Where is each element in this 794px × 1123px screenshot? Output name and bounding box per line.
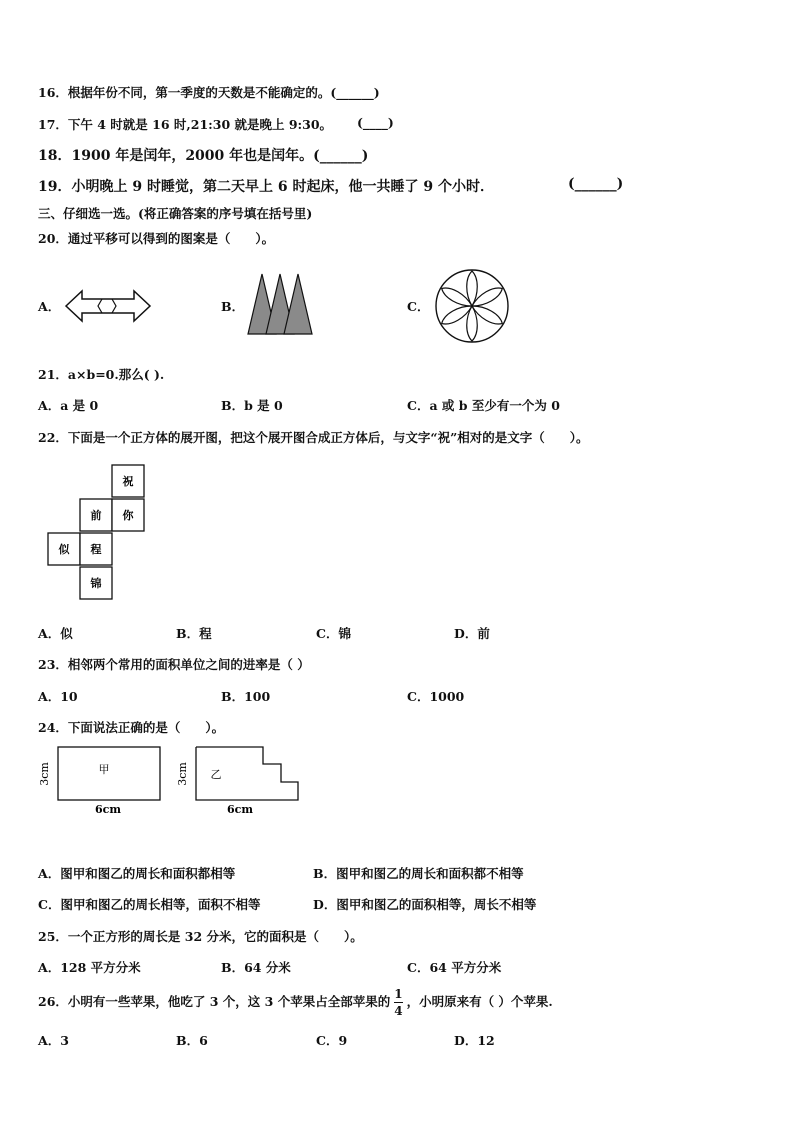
- height-label: 3cm: [38, 762, 51, 786]
- option-b: B．b 是 0: [221, 398, 283, 413]
- option-c: C．a 或 b 至少有一个为 0: [407, 398, 560, 413]
- option-d: D．12: [454, 1033, 495, 1048]
- option-a: A．10: [38, 689, 78, 704]
- question-22: 22．下面是一个正方体的展开图，把这个展开图合成正方体后，与文字“祝”相对的是文字（ ）。: [38, 430, 589, 445]
- option-a: A．似: [38, 626, 73, 641]
- cube-face-label: 似: [58, 543, 70, 556]
- option-a: A．3: [38, 1033, 69, 1048]
- cube-face-label: 前: [90, 509, 102, 522]
- question-26-text-end: ，小明原来有（ ）个苹果.: [406, 994, 553, 1009]
- option-c: C．64 平方分米: [407, 960, 502, 975]
- cube-face-label: 你: [122, 509, 134, 522]
- option-a: A．图甲和图乙的周长和面积都相等: [38, 866, 236, 881]
- triangles-figure: [246, 272, 316, 336]
- double-arrow-figure: [64, 289, 152, 323]
- option-a: A．: [38, 299, 61, 314]
- option-d: D．图甲和图乙的面积相等，周长不相等: [313, 897, 537, 912]
- option-a: A．a 是 0: [38, 398, 99, 413]
- figure-jia-label: 甲: [98, 763, 110, 776]
- option-b: B．图甲和图乙的周长和面积都不相等: [313, 866, 524, 881]
- option-c: C．: [407, 299, 430, 314]
- option-b: B．: [221, 299, 245, 314]
- question-26: [38, 988, 553, 1017]
- answer-blank: (______): [568, 176, 624, 192]
- option-d: D．前: [454, 626, 490, 641]
- option-c: C．1000: [407, 689, 465, 704]
- flower-circle-figure: [434, 268, 510, 344]
- option-c: C．图甲和图乙的周长相等，面积不相等: [38, 897, 261, 912]
- answer-blank: (____): [357, 115, 394, 130]
- cube-net-figure: [46, 463, 146, 603]
- fraction: $\frac{1}{4}$: [394, 987, 403, 1018]
- option-c: C．9: [316, 1033, 348, 1048]
- height-label: 3cm: [176, 762, 189, 786]
- option-b: B．64 分米: [221, 960, 291, 975]
- question-19: 19．小明晚上 9 时睡觉，第二天早上 6 时起床，他一共睡了 9 个小时．: [38, 179, 494, 195]
- cube-face-label: 锦: [90, 577, 102, 590]
- option-b: B．6: [176, 1033, 208, 1048]
- question-24: 24．下面说法正确的是（ ）。: [38, 720, 225, 735]
- width-label: 6cm: [227, 803, 253, 816]
- section-heading: 三、仔细选一选。(将正确答案的序号填在括号里): [38, 206, 313, 221]
- option-b: B．程: [176, 626, 212, 641]
- question-17: 17．下午 4 时就是 16 时,21:30 就是晚上 9:30。: [38, 117, 333, 132]
- figure-yi-label: 乙: [210, 768, 222, 781]
- option-a: A．128 平方分米: [38, 960, 141, 975]
- question-26-text: 26．小明有一些苹果，他吃了 3 个，这 3 个苹果占全部苹果的: [38, 994, 391, 1009]
- option-c: C．锦: [316, 626, 351, 641]
- question-23: 23．相邻两个常用的面积单位之间的进率是（ ）: [38, 657, 310, 672]
- cube-face-label: 程: [90, 543, 102, 556]
- question-18: 18．1900 年是闰年，2000 年也是闰年。(______): [38, 148, 369, 164]
- cube-face-label: 祝: [122, 475, 134, 488]
- rectangles-figure: [36, 744, 316, 824]
- question-16: 16．根据年份不同，第一季度的天数是不能确定的。(______): [38, 85, 380, 100]
- question-25: 25．一个正方形的周长是 32 分米，它的面积是（ ）。: [38, 929, 363, 944]
- width-label: 6cm: [95, 803, 121, 816]
- question-21: 21．a×b=0.那么( ).: [38, 367, 165, 382]
- question-20: 20．通过平移可以得到的图案是（ ）。: [38, 231, 275, 246]
- option-b: B．100: [221, 689, 271, 704]
